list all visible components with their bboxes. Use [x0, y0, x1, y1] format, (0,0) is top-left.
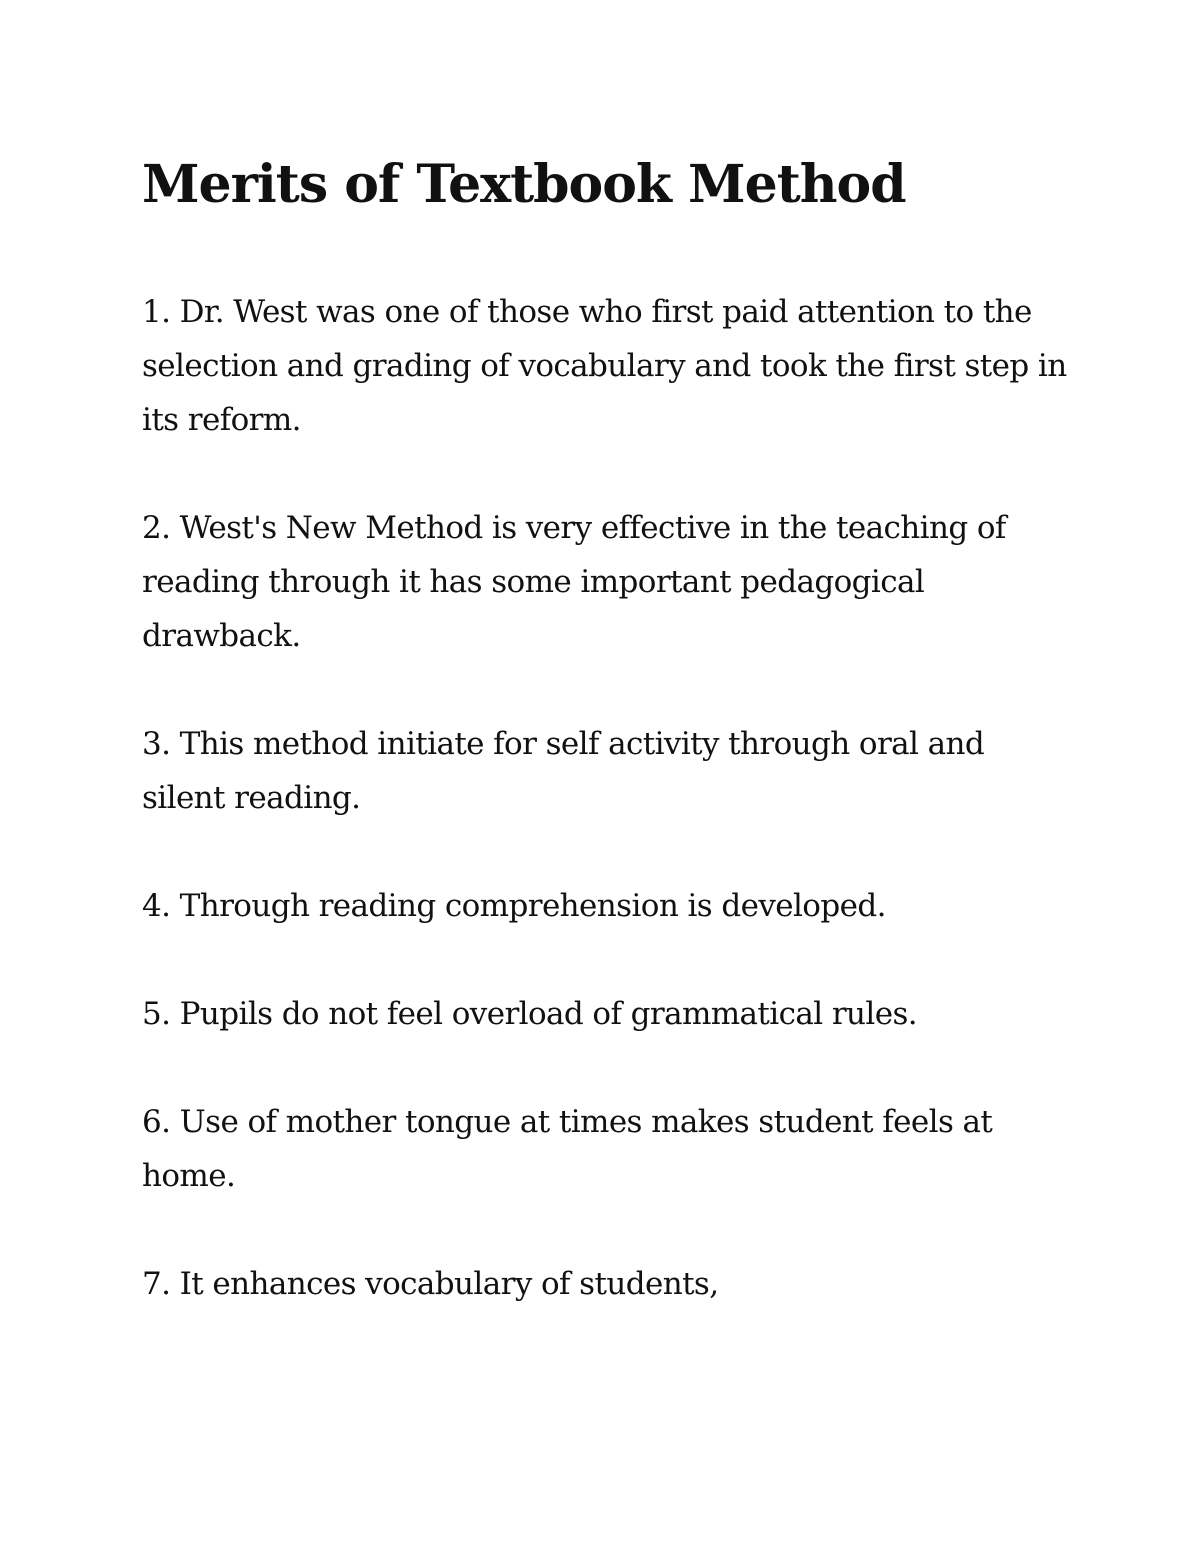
merit-item-6: 6. Use of mother tongue at times makes student feels at home.	[142, 1104, 993, 1194]
merit-item-2: 2. West's New Method is very effective in the teaching of reading through it has some important pedagogical drawback.	[142, 510, 1006, 654]
merit-item-3: 3. This method initiate for self activity through oral and silent reading.	[142, 726, 985, 816]
page-title: Merits of Textbook Method	[142, 154, 906, 215]
merit-item-5: 5. Pupils do not feel overload of grammatical rules.	[142, 996, 918, 1032]
merit-item-7: 7. It enhances vocabulary of students,	[142, 1266, 719, 1302]
merit-item-1: 1. Dr. West was one of those who first paid attention to the selection and grading of vocabulary and took the first step in its reform.	[142, 294, 1067, 438]
merit-item-4: 4. Through reading comprehension is developed.	[142, 888, 886, 924]
